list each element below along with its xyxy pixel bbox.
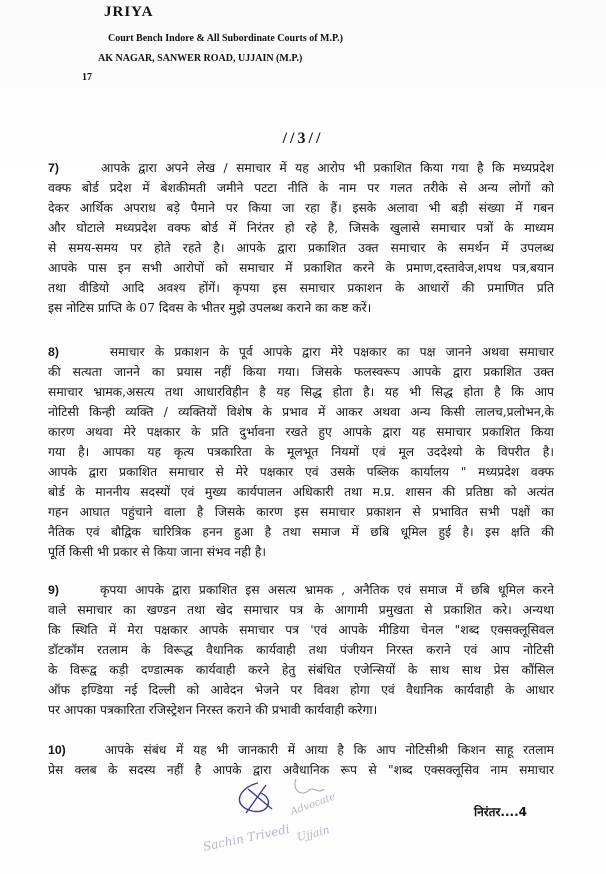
signature-stamp-mark — [295, 779, 324, 793]
paragraph-line: के विरूद्व कड़ी दण्डात्मक कार्यवाही करने हेतु संबंधित एजेन्सियों के साथ साथ प्रेस कौंसिल — [48, 663, 554, 677]
paragraph-line: बोर्ड के माननीय सदस्यों एवं मुख्य कार्यपालन अधिकारी तथा म.प्र. शासन की प्रतिष्ठा को अत्यंत — [48, 485, 554, 499]
paragraph-line: आपके द्वारा अपने लेख / समाचार में यह आरोप भी प्रकाशित किया गया है कि मध्यप्रदेश — [100, 161, 554, 175]
paragraph-number: 7) — [48, 161, 59, 175]
advocate-signature — [200, 775, 370, 867]
signature-stamp-text: Sachin Trivedi — [201, 821, 291, 854]
signature-stamp-text: Advocate — [289, 791, 338, 818]
paragraph-line: से समय-समय पर होते रहते है। आपके द्वारा प्रकाशित उक्त समाचार के समर्थन में उपलब्ध — [48, 241, 554, 255]
paragraph-line: कृपया आपके द्वारा प्रकाशित इस असत्य भ्रामक , अनैतिक एवं समाज में छबि धूमिल करने — [99, 583, 554, 597]
paragraph-line: गहन आघात पहुंचाने वाला है जिसके कारण इस समाचार प्रकाशन से प्रभावित सभी पक्षों का — [48, 505, 554, 519]
paragraph-number: 9) — [48, 583, 59, 597]
paragraph-line: देकर आर्थिक अपराध बड़े पैमाने पर किया जा रहा हैं। इसके अलावा भी बड़ी संख्या में गबन — [48, 201, 554, 215]
paragraph-line: प्रेस क्लब के सदस्य नहीं है आपके द्वारा अवैधानिक रूप से "शब्द एक्सक्लूसिव नाम समाचार — [48, 763, 554, 777]
paragraph-line: वक्फ बोर्ड प्रदेश में बेशकीमती जमीने पटटा नीति के नाम पर गलत तरीके से अन्य लोगों को — [48, 181, 554, 195]
letterhead-name: JRIYA — [104, 4, 154, 20]
paragraph-line: समाचार भ्रामक,असत्य तथा आधारविहीन है यह सिद्ध होता है। यह भी सिद्ध होता है कि आप — [48, 385, 554, 399]
page-number-marker: //3// — [282, 130, 324, 147]
paragraph-line: आपके द्वारा प्रकाशित समाचार से मेरे पक्षकार एवं उसके पब्लिक कार्यालय " मध्यप्रदेश वक्फ — [48, 465, 554, 479]
paragraph-line: कि स्थिति में मेरा पक्षकार आपके समाचार पत्र 'एवं आपके मीडिया चेनल "शब्द एक्सक्लूसिवल — [48, 623, 554, 637]
letterhead-code: 17 — [82, 72, 92, 83]
paragraph-line: कारण अथवा मेरे पक्षकार के प्रति दुर्भावना रखते हुए आपके द्वारा यह समाचार प्रकाशित किया — [48, 425, 554, 439]
paragraph-line: डॉटकॉम रतलाम के विरूद्ध वैधानिक कार्यवाही तथा पंजीयन निरस्त कराने एवं आप नोटिसी — [48, 643, 554, 657]
continued-marker: निरंतर....4 — [474, 805, 528, 819]
paragraph-line: पूर्ति किसी भी प्रकार से किया जाना संभव नही है। — [48, 545, 267, 559]
paragraph-line: ऑफ इण्डिया नई दिल्ली को आवेदन भेजने पर विवश होगा एवं वैधानिक कार्यवाही के आधार — [48, 683, 554, 697]
paragraph-line: और घोटाले मध्यप्रदेश वक्फ बोर्ड में निरंतर हो रहे है, जिसके खुलासे समाचार पत्रों के माध्यम — [48, 221, 554, 235]
paragraph-line: की सत्यता जानने का प्रयास नहीं किया गया। जिसके फलस्वरूप आपके द्वारा प्रकाशित उक्त — [48, 365, 554, 379]
paragraph-line: आपके संबंध में यह भी जानकारी में आया है कि आप नोटिसीश्री किशन साहू रतलाम — [104, 743, 554, 757]
paragraph-10 — [48, 740, 554, 780]
paragraph-line: पर आपका पत्रकारिता रजिस्ट्रेशन निरस्त कराने की प्रभावी कार्यवाही करेगा। — [48, 703, 378, 717]
paragraph-line: इस नोटिस प्राप्ति के 07 दिवस के भीतर मुझे उपलब्ध कराने का कष्ट करें। — [48, 301, 372, 315]
paragraph-line: नोटिसी किन्ही व्यक्ति / व्यक्तियों विशेष के प्रभाव में आकर अथवा अन्य किसी लालच,प्रलोभन,के — [48, 405, 554, 419]
letterhead-address: AK NAGAR, SANWER ROAD, UJJAIN (M.P.) — [98, 53, 303, 64]
paragraph-line: तथा वीडियो आदि अवश्य होंगें। कृपया इस समाचार प्रकाशन के आधारों की प्रमाणित प्रति — [48, 281, 554, 295]
paragraph-line: आपके पास इन सभी आरोपों को समाचार में प्रकाशित करने के प्रमाण,दस्तावेज,शपथ पत्र,बयान — [48, 261, 554, 275]
paragraph-line: गया है। आपका यह कृत्य पत्रकारिता के मूलभूत नियमों एवं मूल उददेश्यो के विपरीत है। — [48, 445, 554, 459]
paragraph-line: नैतिक एवं बौद्विक चारित्रिक हनन हुआ है तथा समाज में छबि धूमिल हुई है। इस क्षति की — [48, 525, 554, 539]
signature-initial — [239, 783, 272, 813]
paragraph-9 — [48, 580, 554, 720]
paragraph-number: 10) — [48, 743, 66, 757]
paragraph-8 — [48, 342, 554, 562]
letterhead-court-line: Court Bench Indore & All Subordinate Courts of M.P.) — [108, 33, 344, 44]
signature-stamp-text: Ujjain — [295, 823, 332, 844]
paragraph-number: 8) — [48, 345, 59, 359]
paragraph-7 — [48, 158, 554, 318]
paragraph-line: वाले समाचार का खण्डन तथा खेद समाचार पत्र के आगामी प्रमुखता से प्रकाशित करे। अन्यथा — [48, 603, 554, 617]
paragraph-line: समाचार के प्रकाशन के पूर्व आपके द्वारा मेरे पक्षकार का पक्ष जानने अथवा समाचार — [109, 345, 554, 359]
